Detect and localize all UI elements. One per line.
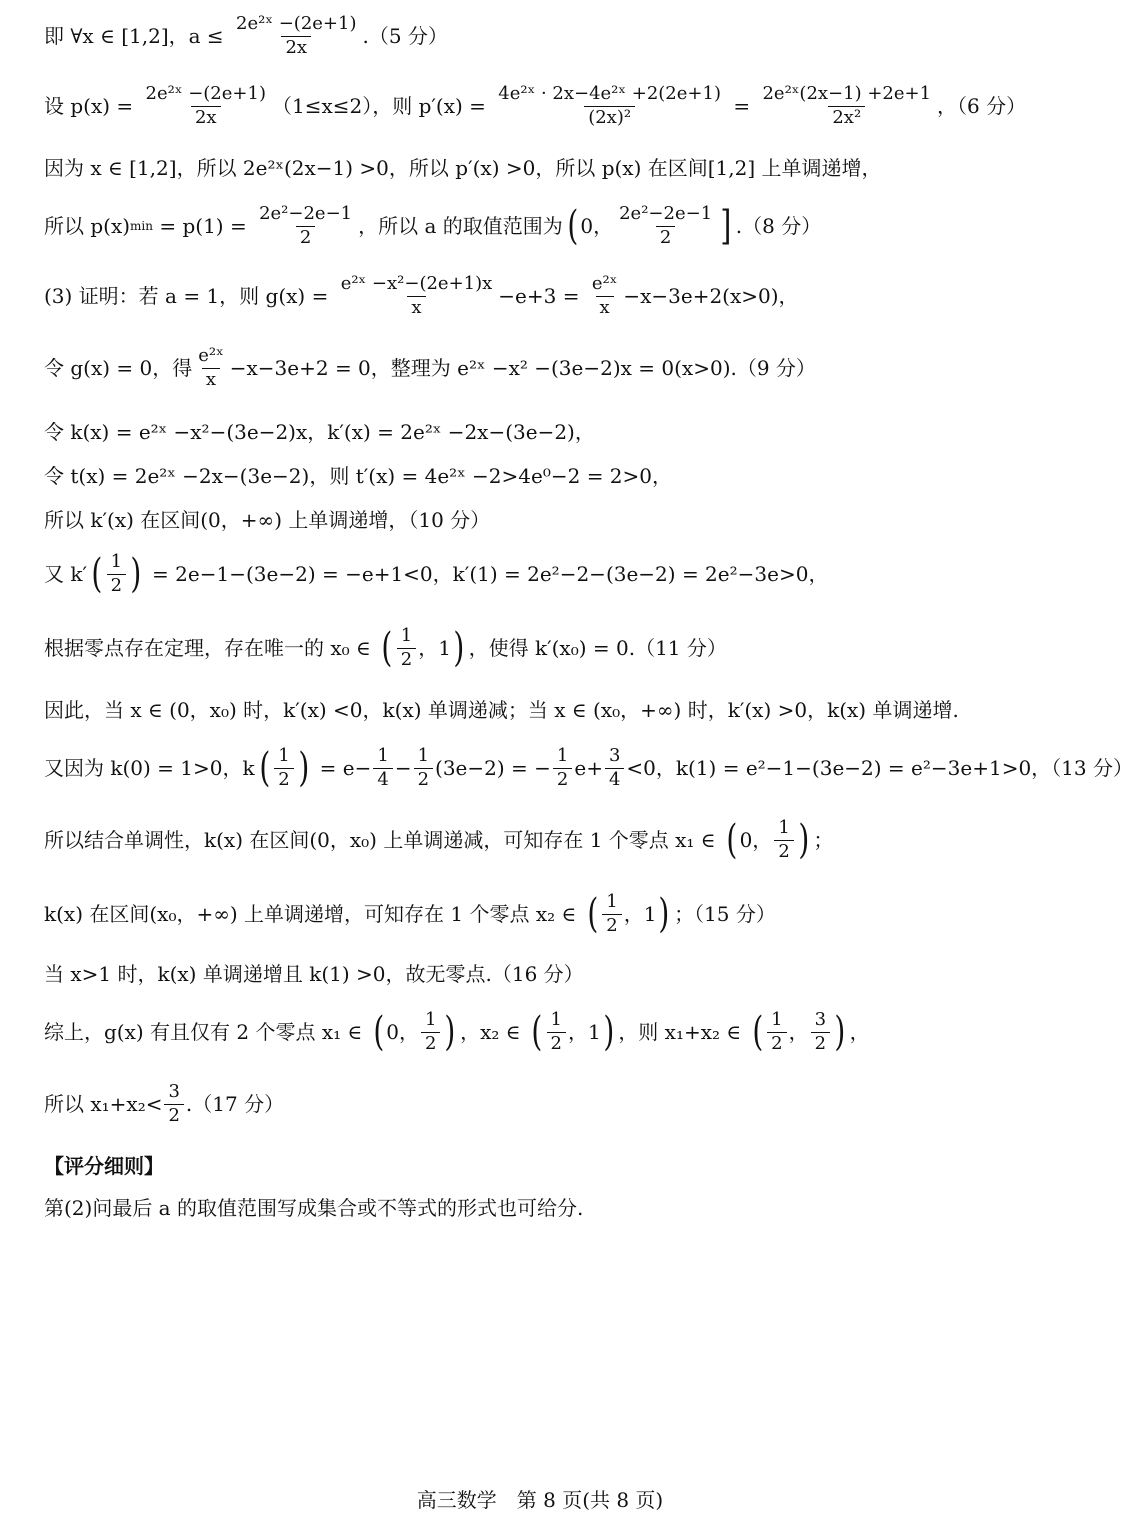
fraction: 1 2 bbox=[767, 1010, 786, 1054]
line-7: 令 k(x) = e²ˣ −x²−(3e−2)x，k′(x) = 2e²ˣ −2x−(3e−2)， bbox=[44, 420, 595, 444]
fraction: $\frac{3}{4}$ bbox=[605, 746, 624, 790]
fraction: 1 2 bbox=[274, 746, 293, 790]
fraction: $\frac{1}{2}$ bbox=[553, 746, 572, 790]
fraction: 1 2 bbox=[774, 818, 793, 862]
line-15: k(x) 在区间(x₀，+∞) 上单调递增，可知存在 1 个零点 x₂ ∈ ( 1 2 ，1 ) ；（15 分） bbox=[44, 891, 776, 938]
interval: ( 0， 1 2 ) bbox=[726, 817, 810, 864]
fraction: 3 2 bbox=[164, 1082, 183, 1126]
fraction: 1 2 bbox=[602, 892, 621, 936]
fraction: 3 2 bbox=[811, 1010, 830, 1054]
line-14: 所以结合单调性，k(x) 在区间(0，x₀) 上单调递减，可知存在 1 个零点 x₁ ∈ ( 0， 1 2 ) ； bbox=[44, 817, 834, 864]
fraction: $\frac{\text{2e²−2e−1}}{2}$ bbox=[259, 203, 353, 248]
fraction: e²ˣ x bbox=[198, 345, 224, 390]
line-12: 因此，当 x ∈ (0，x₀) 时，k′(x) <0，k(x) 单调递减；当 x ∈ (x₀，+∞) 时，k′(x) >0，k(x) 单调递增. bbox=[44, 698, 959, 722]
interval: ( 1 2 ，1 ) bbox=[381, 625, 465, 672]
line-18: 所以 x₁+x₂< 3 2 .（17 分） bbox=[44, 1081, 285, 1126]
line-1: 即 ∀x ∈ [1,2]，a ≤ $\frac{\text{2e²ˣ −(2e+1)}}{2x}$ .（5 分） bbox=[44, 13, 448, 58]
line-8: 令 t(x) = 2e²ˣ −2x−(3e−2)，则 t′(x) = 4e²ˣ −2>4e⁰−2 = 2>0， bbox=[44, 464, 673, 488]
fraction: $\frac{\text{2e²ˣ −(2e+1)}}{2x}$ bbox=[145, 83, 266, 128]
scoring-note: 第(2)问最后 a 的取值范围写成集合或不等式的形式也可给分. bbox=[44, 1196, 584, 1220]
fraction: $\frac{\text{2e²ˣ −(2e+1)}}{2x}$ bbox=[236, 13, 357, 58]
interval: ( 0， 2e²−2e−1 2 ] bbox=[567, 203, 732, 250]
paren-group: ( 1 2 ) bbox=[258, 745, 309, 792]
scoring-rules-heading: 【评分细则】 bbox=[44, 1154, 164, 1178]
fraction: $\frac{\text{4e²ˣ · 2x−4e²ˣ +2(2e+1)}}{\text{(2x)²}}$ bbox=[498, 83, 721, 128]
fraction: 1 2 bbox=[547, 1010, 566, 1054]
fraction: 2e²−2e−1 2 bbox=[619, 203, 713, 248]
line-5: (3) 证明：若 a = 1，则 g(x) = $\frac{\text{e²ˣ −x²−(2e+1)x}}{x}$ −e+3 = $\frac{\text{e²ˣ}}{x}$ −x−3e+2(x>0)， bbox=[44, 273, 799, 318]
paren-group: ( 1 2 ) bbox=[91, 551, 142, 598]
line-10: 又 k′ ( 1 2 ) = 2e−1−(3e−2) = −e+1<0，k′(1) = 2e²−2−(3e−2) = 2e²−3e>0， bbox=[44, 551, 829, 598]
interval: ( 1 2 ，1 ) bbox=[586, 891, 670, 938]
line-16: 当 x>1 时，k(x) 单调递增且 k(1) >0，故无零点.（16 分） bbox=[44, 962, 584, 986]
line-13: 又因为 k(0) = 1>0，k ( 1 2 ) = e− $\frac{1}{4}$ − $\frac{1}{2}$ (3e−2) = − $\frac{1}{2}$ e+ $\frac{3}{4}$ <0，k(1) = e²−1−(3e−2) = e²−3e+1>0，（13 分） bbox=[44, 745, 1133, 792]
line-3: 因为 x ∈ [1,2]，所以 2e²ˣ(2x−1) >0，所以 p′(x) >0，所以 p(x) 在区间[1,2] 上单调递增， bbox=[44, 156, 882, 180]
fraction: $\frac{1}{4}$ bbox=[373, 746, 392, 790]
fraction: $\frac{1}{2}$ bbox=[414, 746, 433, 790]
fraction: $\frac{\text{e²ˣ}}{x}$ bbox=[591, 273, 618, 318]
line-4: 所以 p(x) min = p(1) = $\frac{\text{2e²−2e−1}}{2}$ ，所以 a 的取值范围为 ( 0， 2e²−2e−1 2 ] .（8 分） bbox=[44, 203, 822, 250]
fraction: 1 2 bbox=[421, 1010, 440, 1054]
interval: ( 0， 1 2 ) bbox=[373, 1009, 456, 1056]
line-9: 所以 k′(x) 在区间(0，+∞) 上单调递增，（10 分） bbox=[44, 508, 491, 532]
line-17: 综上，g(x) 有且仅有 2 个零点 x₁ ∈ ( 0， 1 2 ) ，x₂ ∈ ( 1 2 ，1 ) ，则 x₁+x₂ ∈ ( 1 2 ， 3 2 ) ， bbox=[44, 1009, 870, 1056]
fraction: $\frac{\text{2e²ˣ(2x−1) +2e+1}}{\text{2x²}}$ bbox=[762, 83, 932, 128]
interval: ( 1 2 ，1 ) bbox=[531, 1009, 614, 1056]
fraction: 1 2 bbox=[397, 626, 416, 670]
interval: ( 1 2 ， 3 2 ) bbox=[751, 1009, 846, 1056]
fraction: 1 2 bbox=[107, 552, 126, 596]
page-footer: 高三数学 第 8 页(共 8 页) bbox=[416, 1488, 664, 1512]
line-2: 设 p(x) = $\frac{\text{2e²ˣ −(2e+1)}}{2x}$ （1≤x≤2），则 p′(x) = $\frac{\text{4e²ˣ · 2x−4e²ˣ +2(2e+1)}}{\text{(2x)²}}$ = $\frac{\text{2e²ˣ(2x−1) +2e+1}}{\text{2x²}}$ ，（6 分） bbox=[44, 83, 1027, 128]
line-11: 根据零点存在定理，存在唯一的 x₀ ∈ ( 1 2 ，1 ) ，使得 k′(x₀) = 0.（11 分） bbox=[44, 625, 727, 672]
line-6: 令 g(x) = 0，得 e²ˣ x −x−3e+2 = 0，整理为 e²ˣ −x² −(3e−2)x = 0(x>0).（9 分） bbox=[44, 345, 816, 390]
fraction: $\frac{\text{e²ˣ −x²−(2e+1)x}}{x}$ bbox=[340, 273, 493, 318]
